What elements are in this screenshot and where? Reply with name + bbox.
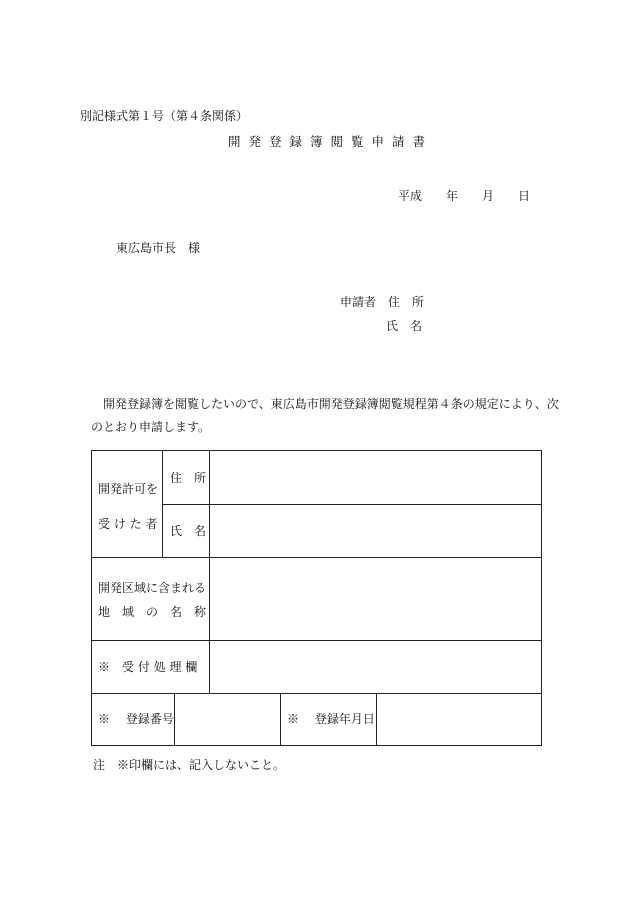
registration-date-field[interactable] [377, 694, 542, 746]
registration-number-field[interactable] [175, 694, 280, 746]
date-day: 日 [518, 189, 531, 203]
addressee: 東広島市長 様 [116, 241, 201, 255]
holder-address-field[interactable] [210, 451, 542, 504]
application-form-table [91, 450, 542, 746]
registration-date-label: ※ 登録年月日 [287, 712, 375, 726]
form-number-label: 別記様式第１号（第４条関係） [80, 109, 249, 123]
holder-name-label: 氏 名 [170, 524, 207, 538]
table-divider [162, 451, 163, 557]
request-text-line-2: のとおり申請します。 [91, 420, 211, 434]
holder-address-label: 住 所 [170, 471, 207, 485]
area-name-label-line-2: 地 域 の 名 称 [98, 605, 207, 619]
table-divider [280, 693, 281, 746]
date-line [398, 190, 530, 202]
document-title: 開発登録簿閲覧申請書 [228, 134, 434, 149]
date-month: 月 [482, 189, 495, 203]
area-name-label-line-1: 開発区域に含まれる [98, 581, 207, 595]
permit-holder-label-line-2: 受 け た 者 [98, 517, 158, 531]
applicant-address-label: 申請者 住 所 [340, 295, 425, 309]
footnote: 注 ※印欄には、記入しないこと。 [93, 758, 286, 772]
permit-holder-label-line-1: 開発許可を [98, 482, 159, 496]
registration-number-label: ※ 登録番号 [98, 712, 174, 726]
reception-processing-field[interactable] [210, 641, 542, 693]
holder-name-field[interactable] [210, 505, 542, 557]
reception-processing-label: ※ 受 付 処 理 欄 [98, 660, 198, 674]
request-text-line-1: 開発登録簿を閲覧したいので、東広島市開発登録簿閲覧規程第４条の規定により、次 [103, 397, 559, 411]
area-name-field[interactable] [210, 558, 542, 640]
date-year: 年 [446, 189, 459, 203]
applicant-name-label: 氏 名 [386, 319, 423, 333]
date-era: 平成 [398, 189, 423, 203]
